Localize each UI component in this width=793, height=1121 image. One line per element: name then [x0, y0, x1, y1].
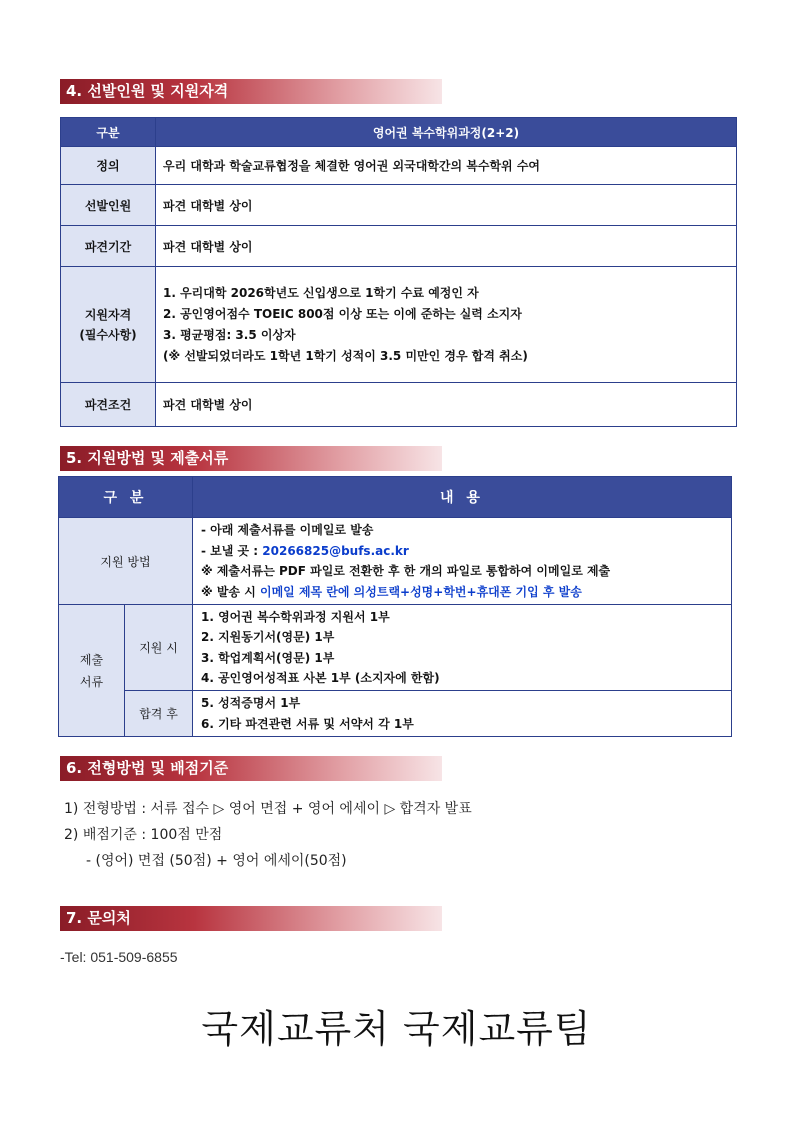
row-value-definition: 우리 대학과 학술교류협정을 체결한 영어권 외국대학간의 복수학위 수여 [156, 147, 737, 185]
header-program: 영어권 복수학위과정(2+2) [156, 118, 737, 147]
apply-docs [193, 605, 732, 691]
eligibility-table [60, 117, 737, 427]
row-value-period: 파견 대학별 상이 [156, 226, 737, 267]
doc-line: 4. 공인영어성적표 사본 1부 (소지자에 한함) [201, 671, 440, 685]
table-row [61, 267, 737, 383]
doc-line: 5. 성적증명서 1부 [201, 696, 301, 710]
docs-label [59, 605, 125, 737]
table-row [59, 518, 732, 605]
method-content [193, 518, 732, 605]
row-label-definition: 정의 [61, 147, 156, 185]
table-row [59, 691, 732, 737]
send-note-prefix: ※ 발송 시 [201, 584, 260, 599]
contact-tel: -Tel: 051-509-6855 [60, 949, 178, 965]
table-row [61, 383, 737, 427]
doc-line: 2. 지원동기서(영문) 1부 [201, 630, 335, 644]
method-line: ※ 제출서류는 PDF 파일로 전환한 후 한 개의 파일로 통합하여 이메일로 제출 [201, 564, 611, 578]
docs-label-line: 제출 [79, 652, 104, 667]
doc-line: 1. 영어권 복수학위과정 지원서 1부 [201, 609, 390, 624]
qualification-line: 1. 우리대학 2026학년도 신입생으로 1학기 수료 예정인 자 [163, 285, 479, 300]
row-label-qualification [61, 267, 156, 383]
section-4-title: 4. 선발인원 및 지원자격 [60, 79, 442, 104]
row-value-quota: 파견 대학별 상이 [156, 185, 737, 226]
docs-label-line: 서류 [79, 674, 104, 689]
table-row [61, 185, 737, 226]
pass-docs [193, 691, 732, 737]
pass-label: 합격 후 [125, 691, 193, 737]
qualification-label-note: (필수사항) [79, 327, 137, 342]
scoring-criteria: 2) 배점기준 : 100점 만점 [64, 827, 223, 843]
table-row [59, 605, 732, 691]
table-row [61, 147, 737, 185]
footer-department: 국제교류처 국제교류팀 [201, 1007, 592, 1051]
method-line [201, 582, 731, 603]
row-label-conditions: 파견조건 [61, 383, 156, 427]
row-value-qualification [156, 267, 737, 383]
apply-label: 지원 시 [125, 605, 193, 691]
selection-method: 1) 전형방법 : 서류 접수 ▷ 영어 면접 + 영어 에세이 ▷ 합격자 발표 [64, 801, 472, 817]
scoring-breakdown: - (영어) 면접 (50점) + 영어 에세이(50점) [86, 853, 347, 869]
doc-line: 6. 기타 파견관련 서류 및 서약서 각 1부 [201, 716, 414, 731]
header-category: 구분 [61, 118, 156, 147]
row-value-conditions: 파견 대학별 상이 [156, 383, 737, 427]
doc-line: 3. 학업계획서(영문) 1부 [201, 650, 335, 665]
method-label: 지원 방법 [59, 518, 193, 605]
qualification-line: 3. 평균평점: 3.5 이상자 [163, 327, 296, 342]
qualification-line: (※ 선발되었더라도 1학년 1학기 성적이 3.5 미만인 경우 합격 취소) [163, 348, 528, 363]
row-label-period: 파견기간 [61, 226, 156, 267]
qualification-label: 지원자격 [84, 307, 132, 322]
email-address: 20266825@bufs.ac.kr [262, 543, 409, 558]
application-table [58, 476, 732, 737]
header-category: 구 분 [59, 477, 193, 518]
method-line: - 아래 제출서류를 이메일로 발송 [201, 523, 374, 537]
send-note-instruction: 이메일 제목 란에 의성트랙+성명+학번+휴대폰 기입 후 발송 [259, 584, 582, 599]
header-content: 내 용 [193, 477, 732, 518]
table-header-row [59, 477, 732, 518]
table-header-row [61, 118, 737, 147]
send-to-label: - 보낼 곳 : [201, 543, 263, 558]
section-7-title: 7. 문의처 [60, 906, 442, 931]
method-line [201, 541, 731, 562]
table-row [61, 226, 737, 267]
section-5-title: 5. 지원방법 및 제출서류 [60, 446, 442, 471]
row-label-quota: 선발인원 [61, 185, 156, 226]
section-6-title: 6. 전형방법 및 배점기준 [60, 756, 442, 781]
qualification-line: 2. 공인영어점수 TOEIC 800점 이상 또는 이에 준하는 실력 소지자 [163, 306, 522, 321]
